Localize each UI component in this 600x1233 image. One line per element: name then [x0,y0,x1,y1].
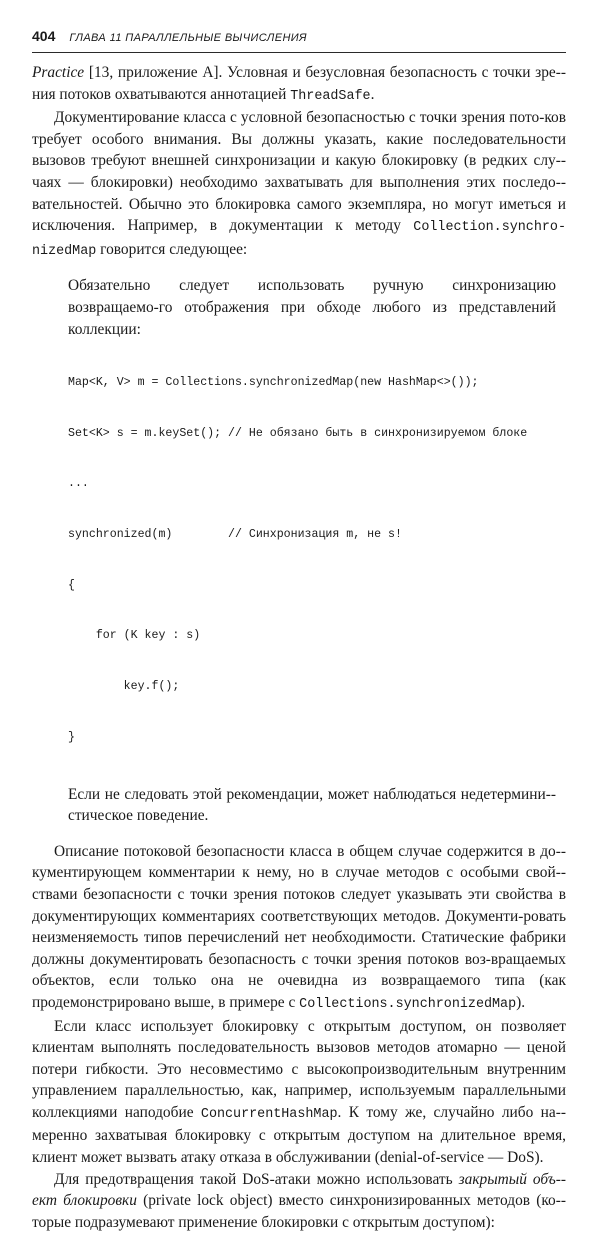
paragraph-1-end: . [370,85,375,103]
paragraph-5-end: (private lock object) вместо синхронизированных методов (ко-торые подразумевают применение блокировки с открытым доступом): [32,1192,566,1231]
paragraph-5 [32,1169,566,1233]
code-line: { [68,578,75,592]
paragraph-1 [32,62,566,107]
page-number: 404 [32,28,56,44]
quote-outro: Если не следовать этой рекомендации, может наблюдаться недетермини-стическое поведение. [68,785,556,825]
code-line: synchronized(m) // Синхронизация m, не s! [68,528,402,542]
paragraph-5-text: Для предотвращения такой DoS-атаки можно использовать [54,1170,459,1188]
code-line: Set<K> s = m.keySet(); // Не обязано быть в синхронизируемом блоке [68,426,528,440]
paragraph-2-text: Документирование класса с условной безопасностью с точки зрения пото-ков требует особого внимания. Вы должны указать, какие последовательности вызовов требуют внешней синхронизации и какую блокировку (в редких слу-чаях — блокировки) необходимо захватывать для выполнения этих последо-вательностей. Обычно это блокировка самого экземпляра, но могут иметься и исключения. Например, в документации к методу [32,109,566,235]
running-header [32,28,566,53]
paragraph-3-end: ). [516,993,526,1011]
paragraph-4-code: ConcurrentHashMap [200,1106,338,1122]
code-line: key.f(); [68,680,180,694]
paragraph-3-code: Collections.synchronizedMap [299,996,517,1012]
code-line: } [68,730,75,744]
paragraph-2 [32,107,566,262]
paragraph-1-text: [13, приложение A]. Условная и безусловная безопасность с точки зре-ния потоков охватываются аннотацией [32,64,566,103]
paragraph-3 [32,841,566,1016]
code-line: for (K key : s) [68,629,201,643]
paragraph-2-code: Collection.synchronizedMap [32,220,566,259]
paragraph-3-text: Описание потоковой безопасности класса в общем случае содержится в до-кументирующем комментарии к нему, но в случае методов с особыми свой-ствами безопасности с точки зрения потоков следует указывать эти свойства в документирующих комментариях соответствующих методов. Документи-ровать неизменяемость типов перечислений нет необходимости. Статические фабрики должны документировать безопасность с точки зрения потоков воз-вращаемых объектов, если только она не очевидна из возвращаемого типа (как продемонстрировано выше, в примере с [32,842,566,1011]
paragraph-4 [32,1016,566,1169]
block-quote [68,275,556,826]
quote-intro: Обязательно следует использовать ручную синхронизацию возвращаемо-го отображения при обходе любого из представлений коллекции: [68,277,556,338]
paragraph-1-code: ThreadSafe [290,88,371,104]
code-line: ... [68,477,89,491]
code-line: Map<K, V> m = Collections.synchronizedMap(new HashMap<>()); [68,375,479,389]
paragraph-2-end: говорится следующее: [96,240,248,258]
code-listing [68,341,556,780]
paragraph-5-italic: закрытый объ-ект блокировки [32,1170,567,1210]
chapter-title: ГЛАВА 11 ПАРАЛЛЕЛЬНЫЕ ВЫЧИСЛЕНИЯ [69,32,307,44]
paragraph-4-text: Если класс использует блокировку с открытым доступом, он позволяет клиентам выполнять последовательность вызовов методов атомарно — ценой потери гибкости. Это несовместимо с высокопроизводительным внутренним управлением параллельностью, как, например, используемым параллельными коллекциями наподобие [32,1017,566,1121]
book-page [32,28,566,1233]
paragraph-1-italic: Practice [32,64,85,81]
paragraph-4-end: . К тому же, случайно либо на-меренно захватывая блокировку с открытым доступом на длительное время, клиент может вызвать атаку отказа в обслуживании (denial-of-service — DoS). [32,1103,567,1167]
